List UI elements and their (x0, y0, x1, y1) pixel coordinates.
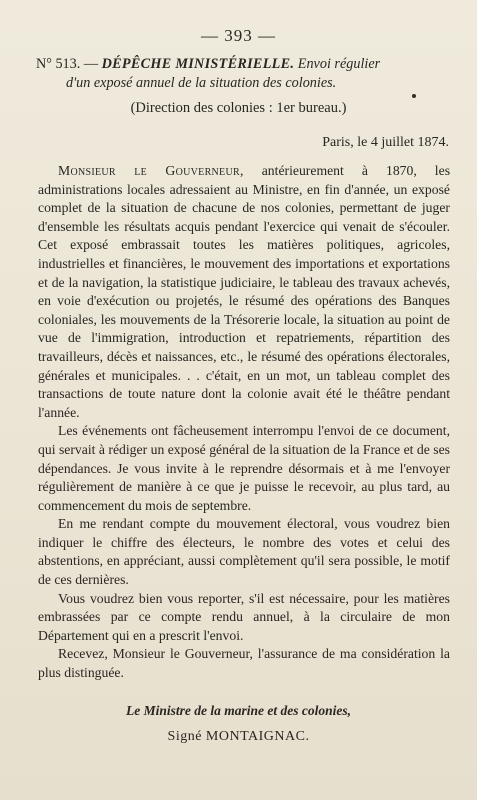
signature-name: Signé MONTAIGNAC. (167, 729, 310, 744)
dispatch-number: N° 513. — (36, 56, 99, 72)
dispatch-header (36, 55, 450, 93)
dispatch-title: DÉPÊCHE MINISTÉRIELLE. (101, 56, 295, 72)
paragraph-5: Recevez, Monsieur le Gouverneur, l'assurance de ma considération la plus distinguée. (38, 646, 450, 681)
dispatch-subject-line2: d'un exposé annuel de la situation des colonies. (66, 75, 337, 91)
paragraph-1 (38, 162, 450, 422)
page-number: — 393 — (201, 26, 276, 45)
dateline: Paris, le 4 juillet 1874. (322, 135, 449, 150)
paragraph-2: Les événements ont fâcheusement interrompu l'envoi de ce document, qui servait à rédiger un exposé général de la situation de la France et de ses dépendances. Je vous invite à le reprendre désormais et à me l'envoyer régulièrement de manière à ce que je puisse le recevoir, au plus tard, au commencement du mois de septembre. (38, 423, 450, 513)
letter-body (38, 162, 450, 683)
paragraph-3: En me rendant compte du mouvement électoral, vous voudrez bien indiquer le chiffre des électeurs, le nombre des votes et celui des abstentions, en appréciant, aussi complètement qu'il sera possible, le motif de ces dernières. (38, 516, 450, 588)
dispatch-subject-line1: Envoi régulier (297, 56, 381, 72)
signature-title: Le Ministre de la marine et des colonies, (126, 703, 351, 718)
salutation: Monsieur le Gouverneur, (58, 163, 244, 178)
ink-speck (412, 94, 416, 98)
paragraph-4: Vous voudrez bien vous reporter, s'il est nécessaire, pour les matières embrassées par ce compte rendu annuel, à la circulaire de mon Département qui en a prescrit l'envoi. (38, 590, 450, 643)
paragraph-1-text: antérieurement à 1870, les administrations locales adressaient au Ministre, en fin d'année, un exposé complet de la situation de chacune de nos colonies, permettant de juger d'ensemble les résultats acquis pendant l'exercice qui venait de s'écouler. Cet exposé embrassait toutes les matières politiques, agricoles, industrielles et financières, le mouvement des importations et exportations et de la navigation, la statistique judiciaire, le tableau des travaux achevés, en voie d'exécution ou projetés, le résumé des opérations des Banques coloniales, les mouvements de la Trésorerie locale, la situation au point de vue de l'immigration, introduction et repatriements, répartition des travailleurs, décès et naissances, etc., le résumé des opérations électorales, générales et municipales. . . c'était, en un mot, un tableau complet des transactions de toute nature dont la colonie avait été le théâtre pendant l'année. (38, 163, 451, 420)
direction-line: (Direction des colonies : 1er bureau.) (130, 100, 347, 116)
